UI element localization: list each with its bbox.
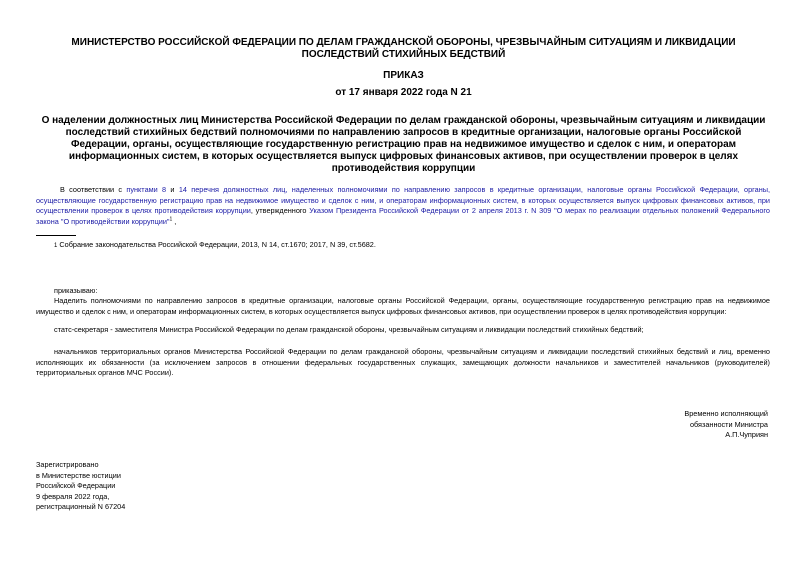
registration-line-1: Зарегистрировано [36,460,99,469]
ministry-heading: МИНИСТЕРСТВО РОССИЙСКОЙ ФЕДЕРАЦИИ ПО ДЕЛАМ ГРАЖДАНСКОЙ ОБОРОНЫ, ЧРЕЗВЫЧАЙНЫМ СИТУАЦИЯМ И ЛИКВИДАЦИИ ПОСЛЕДСТВИЙ СТИХИЙНЫХ БЕДСТВИЙ [71,37,736,60]
link-presidential-decree[interactable]: Указом Президента Российской Федерации от 2 апреля 2013 г. N 309 "О мерах по реализации отдельных положений Федерального закона "О противодействии коррупции" [36,206,770,226]
footnote-text: Собрание законодательства Российской Федерации, 2013, N 14, ст.1670; 2017, N 39, ст.5682. [59,240,376,249]
registration-line-2: в Министерстве юстиции [36,470,121,480]
signature-name: А.П.Чуприян [725,430,768,439]
doc-title: О наделении должностных лиц Министерства Российской Федерации по делам гражданской обороны, чрезвычайным ситуациям и ликвидации последствий стихийных бедствий полномочиями по направлению запросов в кредитные организации, налоговые органы Российской Федерации, органы, осуществляющие государственную регистрацию прав на недвижимое имущество и сделок с ним, и операторам информационных систем, в которых осуществляется выпуск цифровых финансовых активов, при осуществлении проверок в целях противодействия коррупции [41,115,766,174]
preamble-middle: , утвержденного [250,206,310,215]
registration-number: регистрационный N 67204 [36,502,126,511]
doc-type: ПРИКАЗ [383,70,424,81]
signature-line-2: обязанности Министра [689,419,768,429]
order-prikazyvayu: приказываю: [54,286,98,295]
doc-date-number: от 17 января 2022 года N 21 [335,87,472,98]
order-paragraph-3: начальников территориальных органов Министерства Российской Федерации по делам гражданской обороны, чрезвычайным ситуациям и ликвидации последствий стихийных бедствий и лиц, временно исполняющих их обязанности (за исключением запросов в отношении федеральных государственных служащих, замещающих должности начальников и заместителей начальников (руководителей) территориальных органов МЧС России). [36,347,770,377]
footnote [54,240,754,252]
order-paragraph-2: статс-секретаря - заместителя Министра Российской Федерации по делам гражданской обороны, чрезвычайным ситуациям и ликвидации последствий стихийных бедствий; [54,325,644,334]
preamble-paragraph [36,185,770,227]
link-point-14-list[interactable]: 14 перечня должностных лиц, наделенных полномочиями по направлению запросов в кредитные организации, налоговые органы Российской Федерации, органы, осуществляющие государственную регистрацию прав на недвижимое имущество и сделок с ним, и операторам информационных систем, в которых осуществляется выпуск цифровых финансовых активов, при осуществлении проверок в целях противодействия коррупции [36,185,771,215]
signature-line-1: Временно исполняющий [684,409,768,418]
registration-block [36,460,236,513]
footnote-number: 1 [54,243,58,249]
preamble-end: , [172,216,177,226]
signature-block [620,409,768,441]
link-point-8[interactable]: пунктами 8 [126,185,167,194]
footnote-divider [36,235,76,236]
registration-line-4: 9 февраля 2022 года, [36,491,110,501]
footnote-mark[interactable]: 1 [169,216,173,223]
preamble-and: и [166,185,179,194]
order-paragraph-1: Наделить полномочиями по направлению запросов в кредитные организации, налоговые органы Российской Федерации, органы, осуществляющие государственную регистрацию прав на недвижимое имущество и сделок с ним, и операторам информационных систем, в которых осуществляется выпуск цифровых финансовых активов, при осуществлении проверок в целях противодействия коррупции: [36,296,770,316]
preamble-intro: В соответствии с [60,185,127,194]
registration-line-3: Российской Федерации [36,481,116,490]
